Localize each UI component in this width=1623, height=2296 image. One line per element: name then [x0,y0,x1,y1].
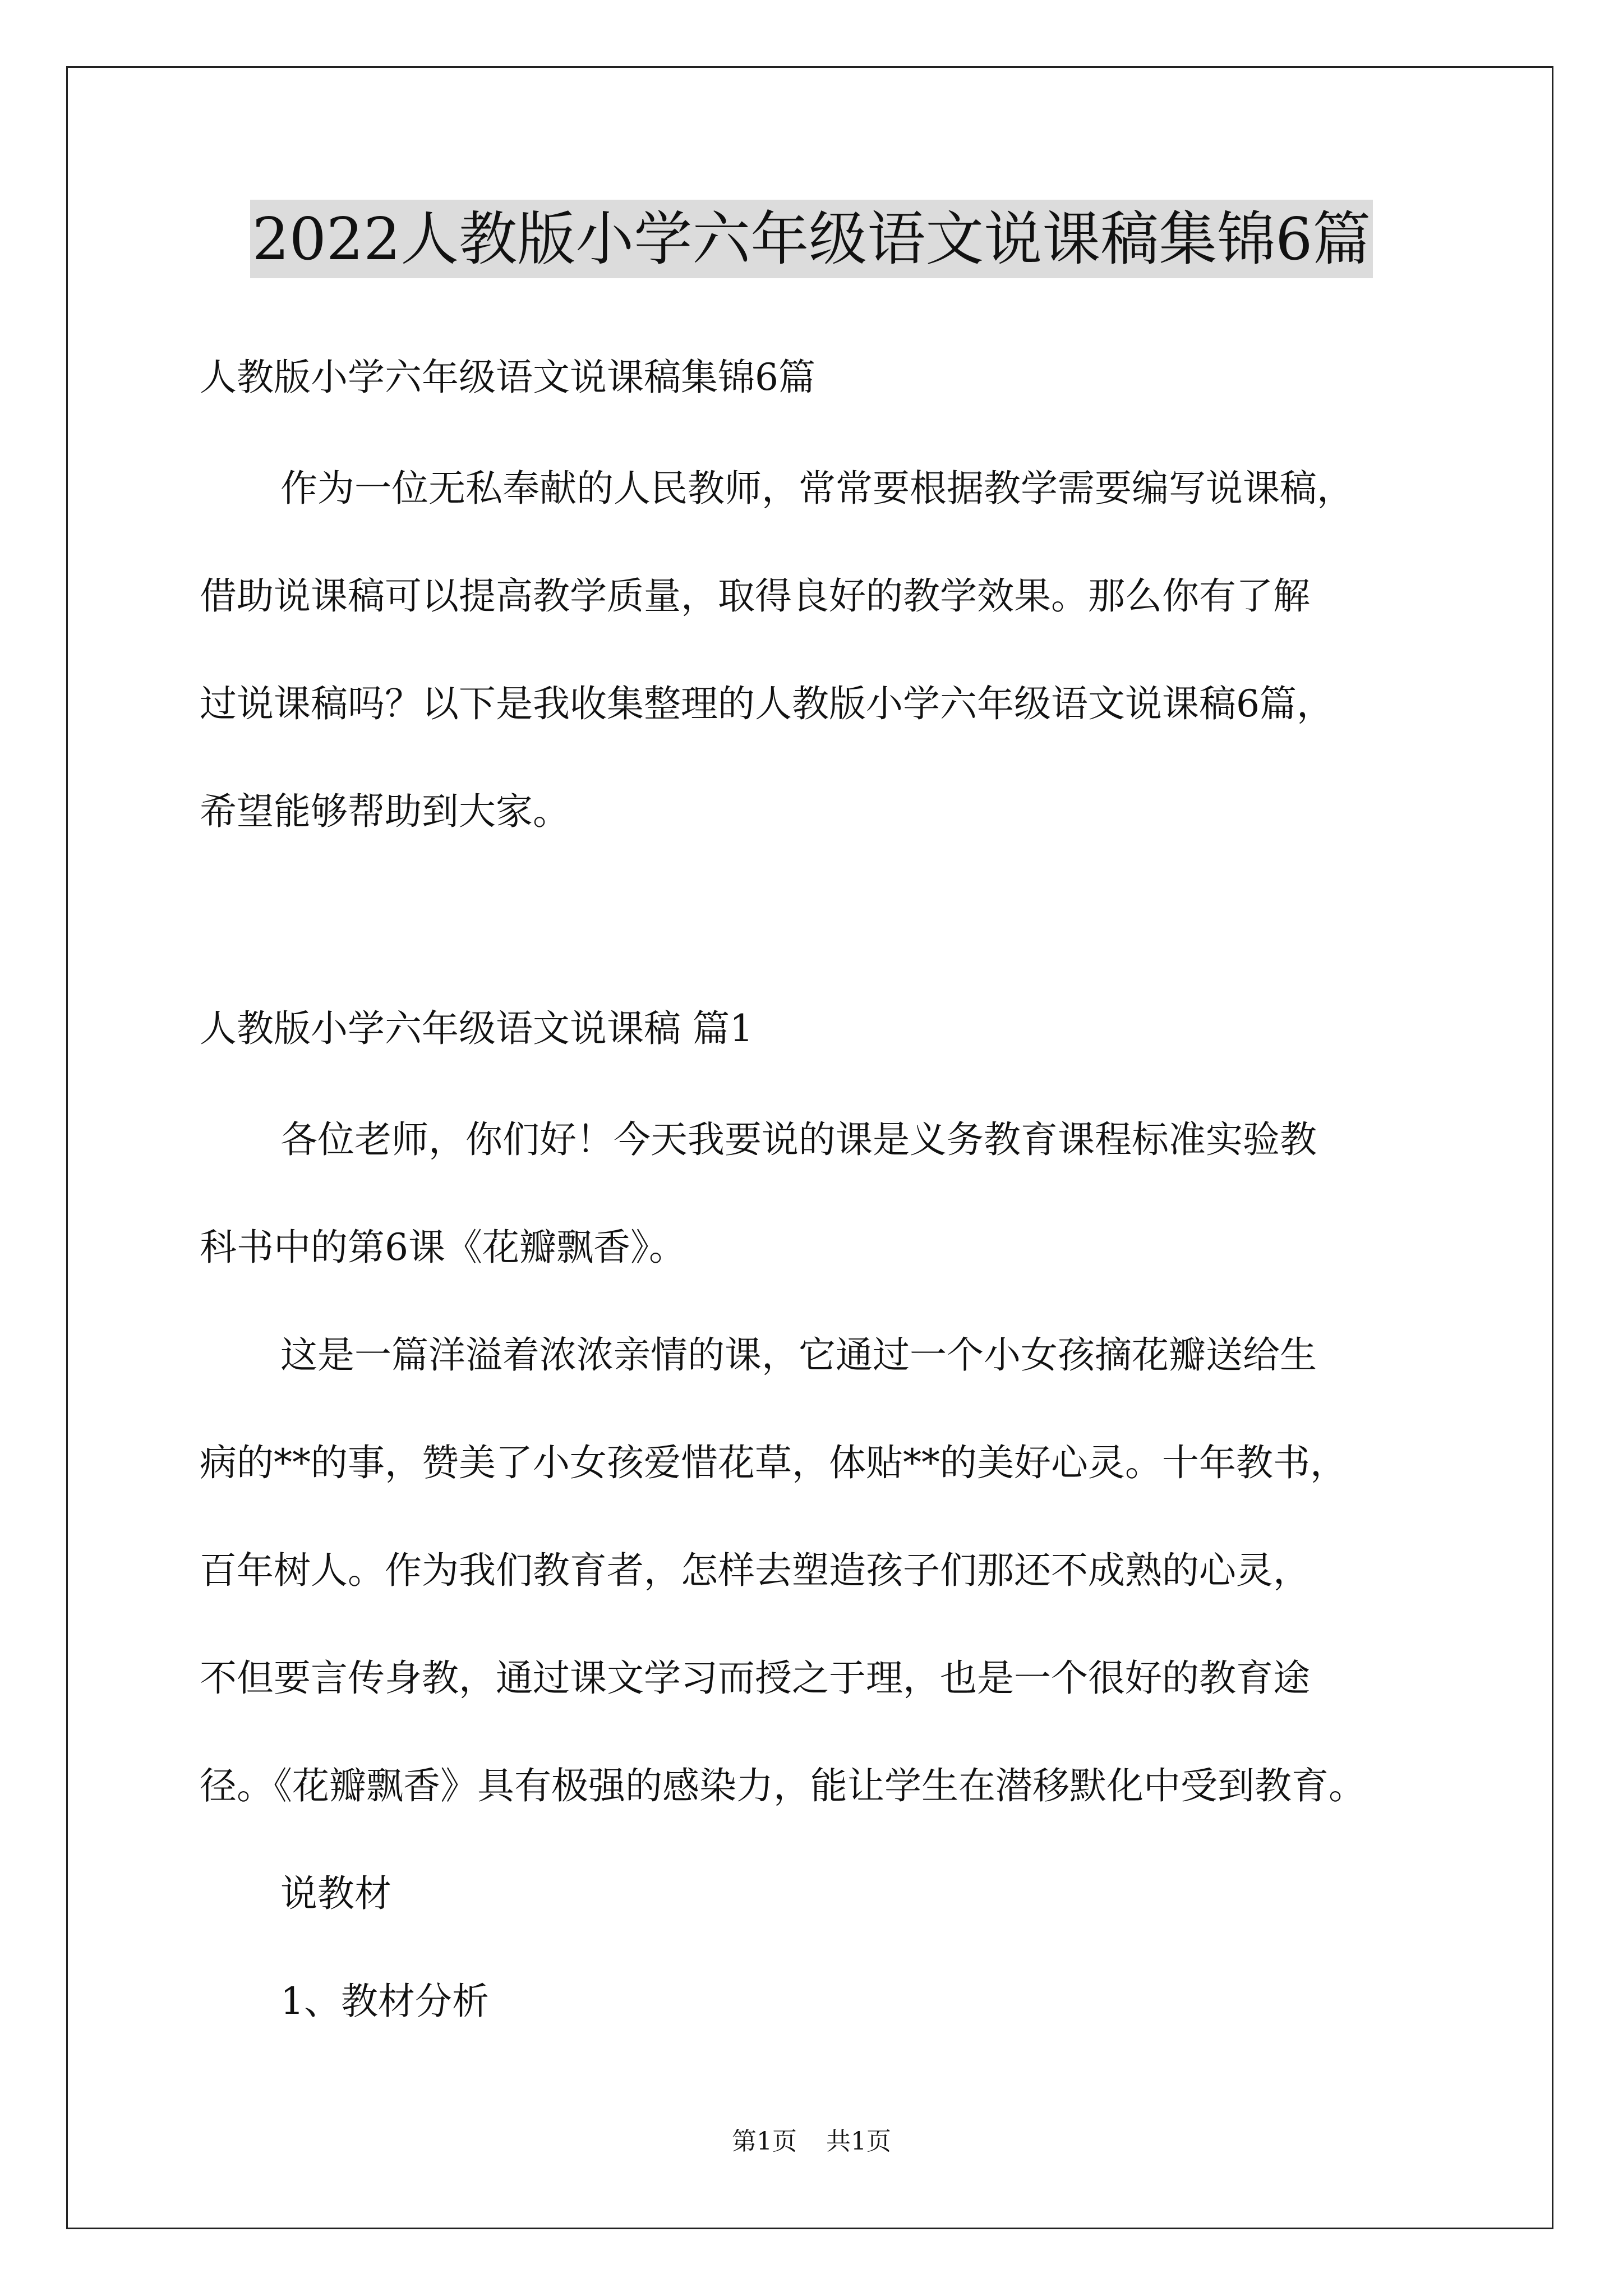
intro-line-3: 过说课稿吗？以下是我收集整理的人教版小学六年级语文说课稿6篇， [200,682,1334,725]
heading-material-analysis: 1、教材分析 [280,1980,489,2023]
para2-line-2: 病的**的事，赞美了小女孩爱惜花草，体贴**的美好心灵。十年教书， [200,1441,1347,1484]
document-title-text: 2022人教版小学六年级语文说课稿集锦6篇 [250,200,1373,278]
subtitle: 人教版小学六年级语文说课稿集锦6篇 [200,356,815,399]
para2-line-5: 径。《花瓣飘香》具有极强的感染力，能让学生在潜移默化中受到教育。 [200,1764,1366,1807]
page-number-current: 第1页 [732,2127,797,2156]
page-number-total: 共1页 [826,2127,891,2156]
para1-line-2: 科书中的第6课《花瓣飘香》。 [200,1226,686,1269]
section-heading: 人教版小学六年级语文说课稿 篇1 [200,1007,753,1050]
page-footer [0,2125,1623,2159]
heading-teaching-material: 说教材 [280,1872,391,1915]
para1-line-1: 各位老师，你们好！今天我要说的课是义务教育课程标准实验教 [280,1118,1317,1161]
document-title [0,200,1623,278]
para2-line-4: 不但要言传身教，通过课文学习而授之于理，也是一个很好的教育途 [200,1657,1310,1700]
para2-line-3: 百年树人。作为我们教育者，怎样去塑造孩子们那还不成熟的心灵， [200,1549,1310,1592]
para2-line-1: 这是一篇洋溢着浓浓亲情的课，它通过一个小女孩摘花瓣送给生 [280,1333,1317,1377]
intro-line-1: 作为一位无私奉献的人民教师，常常要根据教学需要编写说课稿， [280,467,1354,510]
intro-line-2: 借助说课稿可以提高教学质量，取得良好的教学效果。那么你有了解 [200,574,1310,618]
intro-line-4: 希望能够帮助到大家。 [200,790,570,833]
